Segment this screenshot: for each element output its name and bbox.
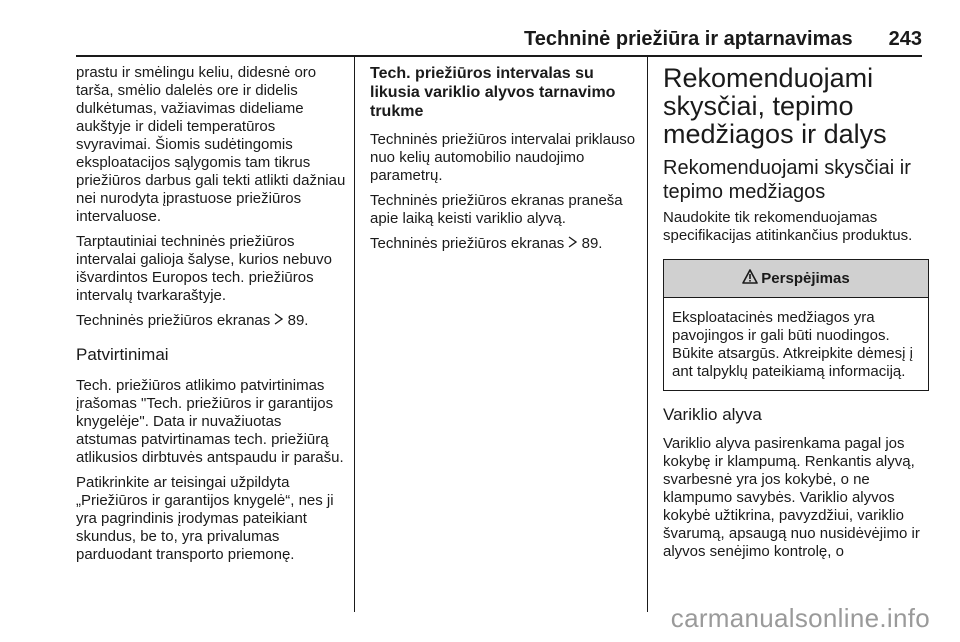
arrow-reference-icon [274, 312, 283, 329]
paragraph: Naudokite tik rekomenduojamas specifikacijas atitinkančius produktus. [663, 209, 913, 244]
arrow-reference-icon [568, 235, 577, 252]
column-divider-2 [647, 57, 648, 612]
warning-box [663, 259, 929, 391]
section-heading-engine-oil: Variklio alyva [663, 405, 762, 424]
warning-triangle-icon [742, 269, 761, 288]
paragraph: prastu ir smėlingu keliu, didesnė oro tarša, smėlio dalelės ore ir didelis dulkėtumas, važiavimas dideliame aukštyje ir dideli temperatūros svyravimai. Šiomis sudėtingomis eksploatacijos sąlygomis tam tikrus priežiūros darbus gali tekti atlikti dažniau nei nurodyta įprastuose priežiūros intervaluose. [76, 64, 346, 225]
cross-reference-paragraph [76, 312, 346, 330]
reference-page-link[interactable]: 89. [287, 312, 309, 329]
column-1 [76, 64, 346, 571]
reference-text: Techninės priežiūros ekranas [76, 312, 271, 329]
paragraph: Variklio alyva pasirenkama pagal jos kokybę ir klampumą. Renkantis alyvą, svarbesnė yra jos kokybė, o ne klampumo savybės. Variklio alyvos kokybė užtikrina, pavyzdžiui, variklio švarumą, apsaugą nuo nusidėvėjimo ir alyvos senėjimo kontrolę, o [663, 435, 920, 560]
header-title: Techninė priežiūra ir aptarnavimas [523, 28, 853, 50]
column-2 [370, 64, 638, 260]
column-divider-1 [354, 57, 355, 612]
warning-label: Perspėjimas [761, 270, 850, 287]
chapter-title: Rekomenduojami skysčiai, tepimo medžiagos ir dalys [663, 63, 887, 149]
reference-text: Techninės priežiūros ekranas [370, 235, 565, 252]
cross-reference-paragraph [370, 235, 638, 253]
warning-header [664, 260, 928, 298]
page-number: 243 [888, 28, 922, 50]
reference-page-link[interactable]: 89. [581, 235, 603, 252]
warning-body [664, 298, 928, 390]
warning-text: Eksploatacinės medžiagos yra pavojingos ir gali būti nuodingos. Būkite atsargūs. Atkreipkite dėmesį į ant talpyklų pateikiamą informaciją. [672, 309, 913, 380]
section-subtitle: Rekomenduojami skysčiai ir tepimo medžiagos [663, 157, 911, 203]
column-3 [663, 64, 929, 568]
paragraph: Tarptautiniai techninės priežiūros intervalai galioja šalyse, kurios nebuvo išvardintos Europos tech. priežiūros intervalų tvarkaraštyje. [76, 233, 332, 304]
header-rule [76, 55, 922, 57]
paragraph: Tech. priežiūros atlikimo patvirtinimas įrašomas "Tech. priežiūros ir garantijos knygelėje". Data ir nuvažiuotas atstumas patvirtinamas tech. priežiūrą atlikusios dirbtuvės antspaudu ir parašu. [76, 377, 344, 466]
section-heading-service-interval: Tech. priežiūros intervalas su likusia variklio alyvos tarnavimo trukme [370, 65, 616, 120]
running-header [524, 28, 922, 51]
section-heading-patvirtinimai: Patvirtinimai [76, 345, 169, 364]
watermark-text: carmanualsonline.info [670, 603, 930, 633]
paragraph: Patikrinkite ar teisingai užpildyta „Priežiūros ir garantijos knygelė“, nes ji yra pagrindinis įrodymas pateikiant skundus, be to, yra privalumas parduodant transporto priemonę. [76, 474, 334, 563]
paragraph: Techninės priežiūros intervalai priklauso nuo kelių automobilio naudojimo parametrų. [370, 131, 636, 184]
paragraph: Techninės priežiūros ekranas praneša apie laiką keisti variklio alyvą. [370, 192, 623, 227]
